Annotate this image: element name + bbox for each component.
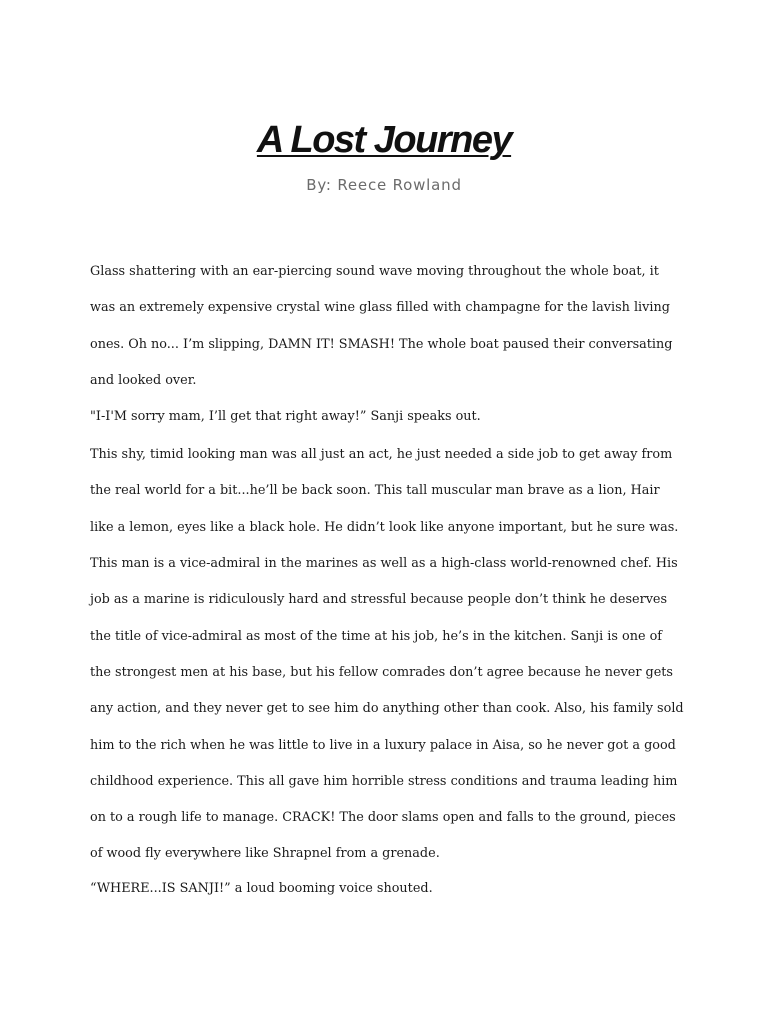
author-byline: By: Reece Rowland xyxy=(306,176,462,194)
document-body xyxy=(90,254,686,899)
paragraph-4: “WHERE...IS SANJI!” a loud booming voice shouted. xyxy=(90,880,433,896)
paragraph-3: This shy, timid looking man was all just an act, he just needed a side job to get away from the real world for a bit...he’ll be back soon. This tall muscular man brave as a lion, Hair like a lemon, eyes like a black hole. He didn’t look like anyone important, but he sure was. This man is a vice-admiral in the marines as well as a high-class world-renowned chef. His job as a marine is ridiculously hard and stressful because people don’t think he deserves the title of vice-admiral as most of the time at his job, he’s in the kitchen. Sanji is one of the strongest men at his base, but his fellow comrades don’t agree because he never gets any action, and they never get to see him do anything other than cook. Also, his family sold him to the rich when he was little to live in a luxury palace in Aisa, so he never got a good childhood experience. This all gave him horrible stress conditions and trauma leading him on to a rough life to manage. CRACK! The door slams open and falls to the ground, pieces of wood fly everywhere like Shrapnel from a grenade. xyxy=(90,447,684,862)
paragraph-2: "I-I'M sorry mam, I’ll get that right away!” Sanji speaks out. xyxy=(90,409,481,425)
paragraph-1: Glass shattering with an ear-piercing sound wave moving throughout the whole boat, it was an extremely expensive crystal wine glass filled with champagne for the lavish living ones. Oh no... I’m slipping, DAMN IT! SMASH! The whole boat paused their conversating and looked over. xyxy=(90,264,673,388)
document-title xyxy=(0,116,768,164)
document-title-text: A Lost Journey xyxy=(256,119,512,161)
